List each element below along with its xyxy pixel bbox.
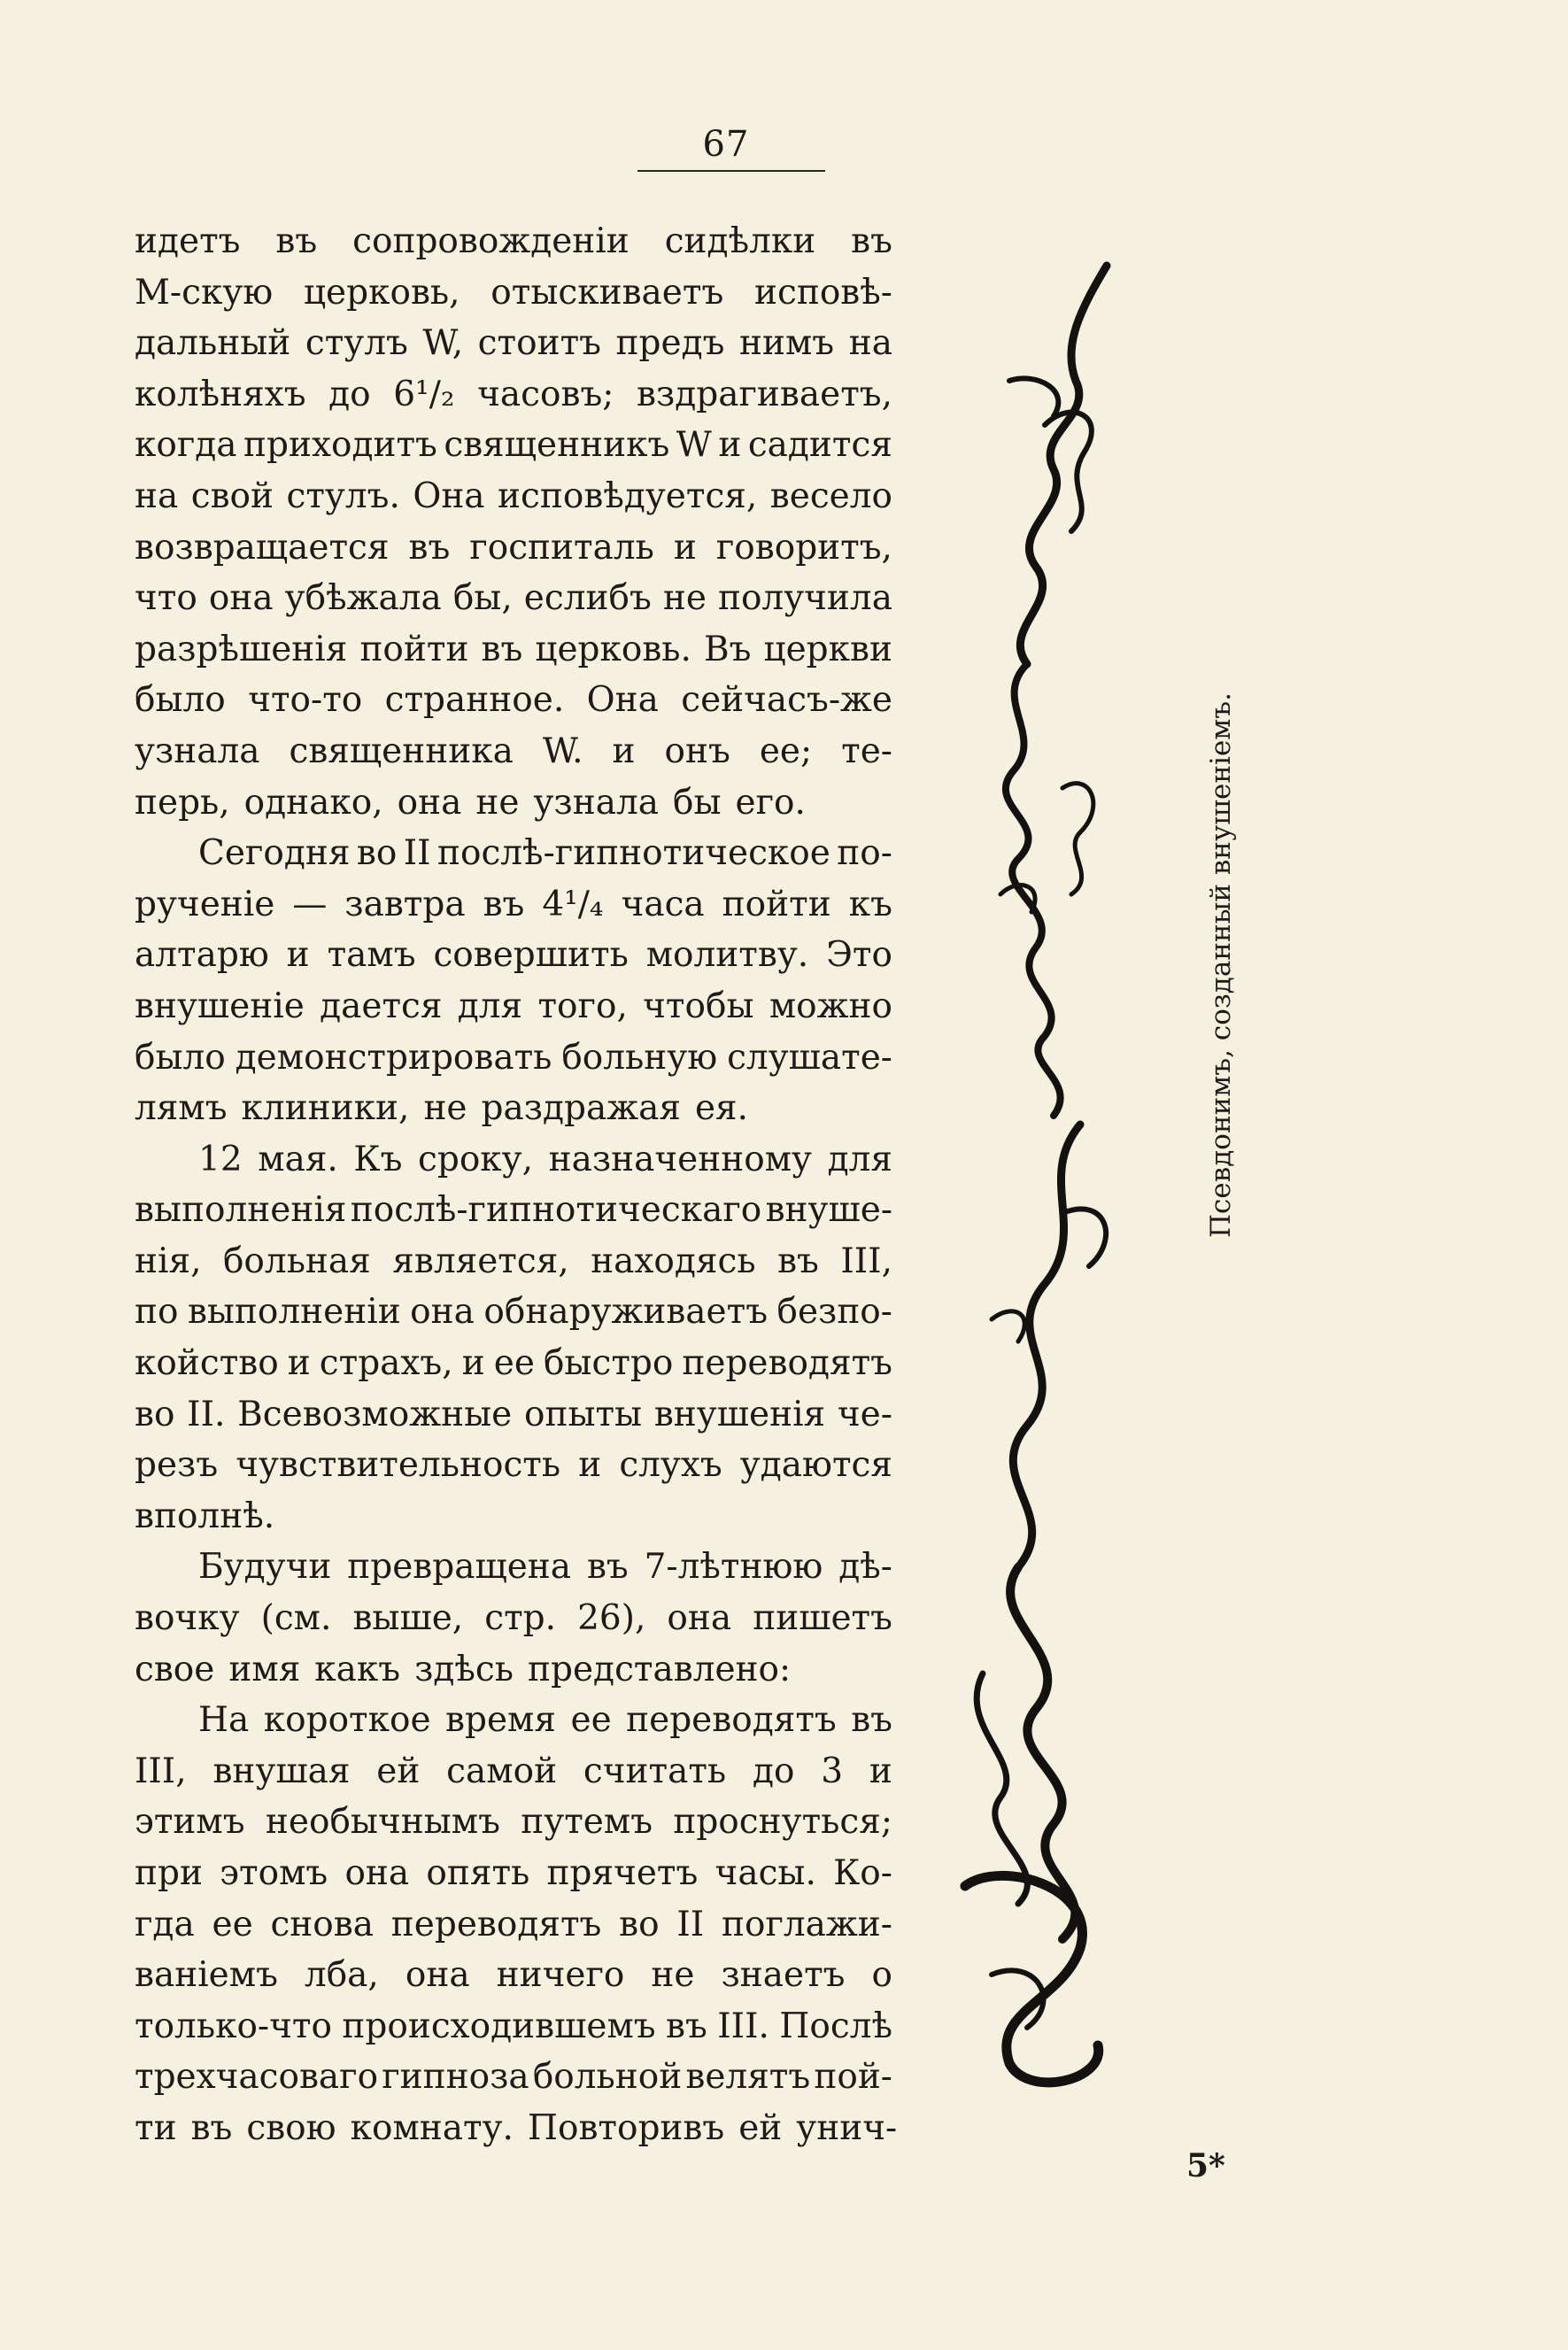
word: къ: [848, 884, 892, 924]
word: дальный: [135, 323, 291, 364]
word: выполненіи: [187, 1292, 401, 1333]
word: страхъ,: [319, 1343, 453, 1384]
word: ваніемъ: [135, 1955, 278, 1996]
word: и: [869, 1751, 892, 1791]
word: сроку,: [418, 1139, 534, 1179]
word: однако,: [243, 782, 383, 823]
text-line: [135, 2052, 892, 2103]
word: W.: [542, 731, 583, 771]
word: по: [135, 1292, 179, 1333]
word: пишетъ: [753, 1598, 892, 1639]
word: больная: [222, 1241, 371, 1281]
text-line: [135, 2001, 892, 2052]
word: путемъ: [521, 1802, 653, 1843]
text-line: [135, 1032, 892, 1084]
word: вочку: [135, 1598, 240, 1639]
word: совершить: [433, 935, 629, 976]
word: убѣжала: [284, 578, 442, 619]
word: 12: [198, 1139, 243, 1179]
word: III.: [717, 2006, 769, 2046]
word: ей: [376, 1751, 421, 1791]
word: самой: [446, 1751, 558, 1791]
word: мая.: [258, 1139, 338, 1179]
word: бы,: [452, 578, 513, 619]
text-line: [135, 1389, 892, 1441]
word: колѣняхъ: [135, 374, 306, 414]
word: ти: [135, 2107, 177, 2148]
word: она: [344, 1853, 410, 1893]
word: унич-: [796, 2107, 898, 2148]
word: послѣ-гипнотическаго: [350, 1190, 762, 1231]
word: ее: [570, 1700, 612, 1741]
word: и: [286, 935, 310, 976]
word: опыты: [523, 1394, 643, 1434]
word: его.: [735, 782, 806, 823]
word: слухъ: [619, 1445, 722, 1486]
word: она: [667, 1598, 732, 1639]
word: прячетъ: [546, 1853, 699, 1893]
word: удаются: [739, 1445, 892, 1486]
word: перь,: [135, 782, 230, 823]
word: что: [135, 578, 197, 619]
word: короткое: [263, 1700, 431, 1741]
text-line: [135, 420, 892, 471]
word: обнаруживаетъ: [483, 1292, 769, 1333]
word: опять: [426, 1853, 530, 1893]
word: можно: [769, 986, 892, 1026]
word: свою: [246, 2107, 336, 2148]
word: она: [397, 782, 462, 823]
word: Къ: [353, 1139, 403, 1179]
word: На: [198, 1700, 250, 1741]
word: когда: [135, 425, 237, 466]
word: для: [827, 1139, 892, 1179]
header-rule: [637, 170, 825, 172]
text-line: [135, 1542, 892, 1593]
word: ея.: [694, 1088, 749, 1129]
word: Сегодня: [198, 833, 351, 874]
word: 6¹/₂: [393, 374, 455, 414]
word: идетъ: [135, 221, 241, 261]
word: священникъ: [444, 425, 670, 466]
word: этимъ: [135, 1802, 245, 1843]
word: для: [457, 986, 523, 1026]
word: не: [662, 578, 707, 619]
word: II: [403, 833, 431, 874]
word: проснуться;: [673, 1802, 892, 1843]
word: больной: [532, 2057, 683, 2098]
word: часовъ;: [477, 374, 614, 414]
word: стр.: [484, 1598, 557, 1639]
word: выше,: [352, 1598, 464, 1639]
text-line: [135, 1083, 892, 1134]
text-line: [135, 267, 892, 319]
word: безпо-: [776, 1292, 892, 1333]
word: молитву.: [645, 935, 809, 976]
handwritten-signature-icon: [930, 239, 1133, 2107]
word: переводятъ: [390, 1904, 602, 1944]
word: пой-: [814, 2057, 892, 2098]
text-line: [135, 624, 892, 676]
word: нія,: [135, 1241, 202, 1281]
text-line: [135, 318, 892, 369]
word: считать: [583, 1751, 727, 1791]
word: церковь,: [303, 272, 460, 313]
word: въ: [777, 1241, 819, 1281]
word: во: [356, 833, 398, 874]
word: переводятъ: [626, 1700, 837, 1741]
word: весело: [769, 475, 892, 516]
word: стоитъ: [477, 323, 601, 364]
text-line: [135, 1746, 892, 1797]
word: Ко-: [833, 1853, 892, 1893]
word: бы: [672, 782, 722, 823]
word: предъ: [615, 323, 725, 364]
word: лба,: [304, 1955, 379, 1996]
word: свой: [190, 475, 274, 516]
word: въ: [483, 884, 525, 924]
word: церковь.: [535, 629, 691, 669]
word: въ: [666, 2006, 707, 2046]
word: что-то: [248, 680, 363, 721]
word: исповѣ-: [754, 272, 892, 313]
word: время: [445, 1700, 556, 1741]
word: чтобы: [643, 986, 754, 1026]
text-line: [135, 1185, 892, 1236]
word: до: [752, 1751, 795, 1791]
word: превращена: [347, 1547, 572, 1588]
word: резъ: [135, 1445, 219, 1486]
word: представлено:: [528, 1649, 792, 1689]
word: въ: [851, 1700, 892, 1741]
word: послѣ-гипнотическое: [436, 833, 830, 874]
word: тамъ: [327, 935, 416, 976]
word: ей: [738, 2107, 783, 2148]
text-line: [135, 1593, 892, 1644]
word: те-: [841, 731, 892, 771]
word: дѣ-: [838, 1547, 892, 1588]
word: при: [135, 1853, 203, 1893]
word: ничего: [496, 1955, 625, 1996]
word: гда: [135, 1904, 195, 1944]
word: койство: [135, 1343, 279, 1384]
word: по-: [837, 833, 892, 874]
word: сейчасъ-же: [681, 680, 892, 721]
word: происходившемъ: [342, 2006, 656, 2046]
word: II.: [187, 1394, 226, 1434]
word: раздражая: [481, 1088, 681, 1129]
word: М-скую: [135, 272, 274, 313]
word: комнату.: [350, 2107, 514, 2148]
side-caption: Псевдонимъ, созданный внушеніемъ.: [1205, 692, 1237, 1238]
text-line: [135, 1848, 892, 1899]
text-line: [135, 1134, 892, 1186]
text-line: [135, 1950, 892, 2001]
word: быстро: [543, 1343, 674, 1384]
word: Послѣ: [779, 2006, 892, 2046]
word: и: [287, 1343, 311, 1384]
word: чувствительность: [236, 1445, 561, 1486]
word: разрѣшенія: [135, 629, 348, 669]
word: не: [423, 1088, 467, 1129]
word: (см.: [260, 1598, 332, 1639]
word: до: [328, 374, 371, 414]
word: нимъ: [738, 323, 835, 364]
text-line: [135, 1440, 892, 1491]
word: узнала: [135, 731, 260, 771]
text-line: [135, 726, 892, 777]
word: Она: [413, 475, 485, 516]
text-line: [135, 369, 892, 421]
word: завтра: [344, 884, 466, 924]
word: на: [848, 323, 892, 364]
word: сопровожденіи: [352, 221, 630, 261]
word: Въ: [703, 629, 752, 669]
text-line: [135, 930, 892, 981]
word: еслибъ: [523, 578, 652, 619]
word: здѣсь: [414, 1649, 514, 1689]
word: возвращается: [135, 527, 390, 568]
word: III,: [840, 1241, 892, 1281]
word: W: [676, 425, 712, 466]
word: клиники,: [241, 1088, 410, 1129]
word: гипноза: [382, 2057, 529, 2098]
word: выполненія: [135, 1190, 347, 1231]
word: госпиталь: [469, 527, 654, 568]
text-line: [135, 1797, 892, 1848]
word: въ: [275, 221, 318, 261]
word: ее;: [759, 731, 813, 771]
word: того,: [537, 986, 628, 1026]
word: больную: [561, 1037, 718, 1078]
word: въ: [481, 629, 523, 669]
word: пойти: [722, 884, 831, 924]
word: 4¹/₄: [542, 884, 604, 924]
word: Это: [826, 935, 892, 976]
word: она: [405, 1955, 470, 1996]
word: сидѣлки: [664, 221, 816, 261]
word: имя: [228, 1649, 301, 1689]
text-line: [135, 2103, 898, 2154]
body-text: [135, 216, 898, 2154]
word: получила: [717, 578, 892, 619]
word: III,: [135, 1751, 187, 1791]
word: отыскиваетъ: [490, 272, 724, 313]
word: лямъ: [135, 1088, 228, 1129]
word: внушая: [212, 1751, 351, 1791]
word: и: [578, 1445, 602, 1486]
word: часа: [621, 884, 705, 924]
word: на: [135, 475, 179, 516]
word: о: [871, 1955, 892, 1996]
word: пойти: [359, 629, 469, 669]
word: Будучи: [198, 1547, 332, 1588]
text-line: [135, 522, 892, 574]
word: въ: [408, 527, 451, 568]
word: знаетъ: [721, 1955, 846, 1996]
word: было: [135, 680, 226, 721]
word: садится: [747, 425, 892, 466]
word: переводятъ: [682, 1343, 892, 1384]
word: ее: [212, 1904, 253, 1944]
word: велятъ: [685, 2057, 811, 2098]
word: свое: [135, 1649, 215, 1689]
word: внушенія: [653, 1394, 826, 1434]
word: священника: [289, 731, 514, 771]
word: стулъ.: [286, 475, 400, 516]
word: трехчасоваго: [135, 2057, 379, 2098]
text-line: [135, 1236, 892, 1287]
word: этомъ: [220, 1853, 328, 1893]
word: алтарю: [135, 935, 269, 976]
word: и: [612, 731, 636, 771]
word: внуше-: [765, 1190, 892, 1231]
word: вздрагиваетъ,: [637, 374, 892, 414]
text-line: [135, 879, 892, 931]
word: Она: [586, 680, 659, 721]
word: не: [475, 782, 520, 823]
word: находясь: [591, 1241, 756, 1281]
word: и: [718, 425, 742, 466]
word: слушате-: [727, 1037, 892, 1078]
text-line: [135, 1644, 892, 1696]
text-line: [135, 1899, 892, 1951]
text-line: [135, 981, 892, 1032]
word: необычнымъ: [265, 1802, 500, 1843]
page-number: 67: [702, 124, 750, 165]
word: снова: [270, 1904, 374, 1944]
word: въ: [586, 1547, 629, 1588]
word: —: [292, 884, 328, 924]
text-line: [135, 216, 892, 267]
text-line: [135, 1695, 892, 1746]
word: церкви: [763, 629, 892, 669]
text-line: [135, 777, 892, 829]
word: 26),: [577, 1598, 646, 1639]
word: приходитъ: [243, 425, 437, 466]
text-line: [135, 471, 892, 522]
word: вполнѣ.: [135, 1496, 275, 1536]
word: говоритъ,: [715, 527, 892, 568]
word: въ: [190, 2107, 233, 2148]
word: 7-лѣтнюю: [644, 1547, 823, 1588]
word: только-что: [135, 2006, 332, 2046]
word: какъ: [314, 1649, 401, 1689]
word: дается: [320, 986, 443, 1026]
word: странное.: [384, 680, 565, 721]
word: внушеніе: [135, 986, 305, 1026]
word: въ: [851, 221, 892, 261]
word: W,: [422, 323, 464, 364]
word: было: [135, 1037, 226, 1078]
text-line: [135, 1338, 892, 1389]
word: Всевозможные: [237, 1394, 513, 1434]
text-line: [135, 1491, 892, 1542]
word: че-: [837, 1394, 892, 1434]
word: и: [461, 1343, 485, 1384]
word: во: [135, 1394, 175, 1434]
word: 3: [821, 1751, 844, 1791]
word: она: [410, 1292, 475, 1333]
word: исповѣдуется,: [498, 475, 758, 516]
word: узнала: [533, 782, 659, 823]
word: часы.: [714, 1853, 816, 1893]
word: II: [676, 1904, 705, 1944]
signature-mark: 5*: [1186, 2147, 1225, 2184]
text-line: [135, 675, 892, 726]
word: во: [619, 1904, 660, 1944]
text-line: [135, 1287, 892, 1338]
word: назначенному: [548, 1139, 812, 1179]
word: она: [208, 578, 274, 619]
word: Повторивъ: [527, 2107, 725, 2148]
word: демонстрировать: [235, 1037, 552, 1078]
word: онъ: [664, 731, 730, 771]
text-line: [135, 828, 892, 879]
word: и: [673, 527, 697, 568]
text-line: [135, 573, 892, 624]
word: не: [651, 1955, 695, 1996]
word: ее: [493, 1343, 535, 1384]
word: поглажи-: [722, 1904, 892, 1944]
word: стулъ: [305, 323, 408, 364]
word: является,: [392, 1241, 569, 1281]
signature-drawing: [930, 239, 1133, 2107]
word: рученіе: [135, 884, 275, 924]
